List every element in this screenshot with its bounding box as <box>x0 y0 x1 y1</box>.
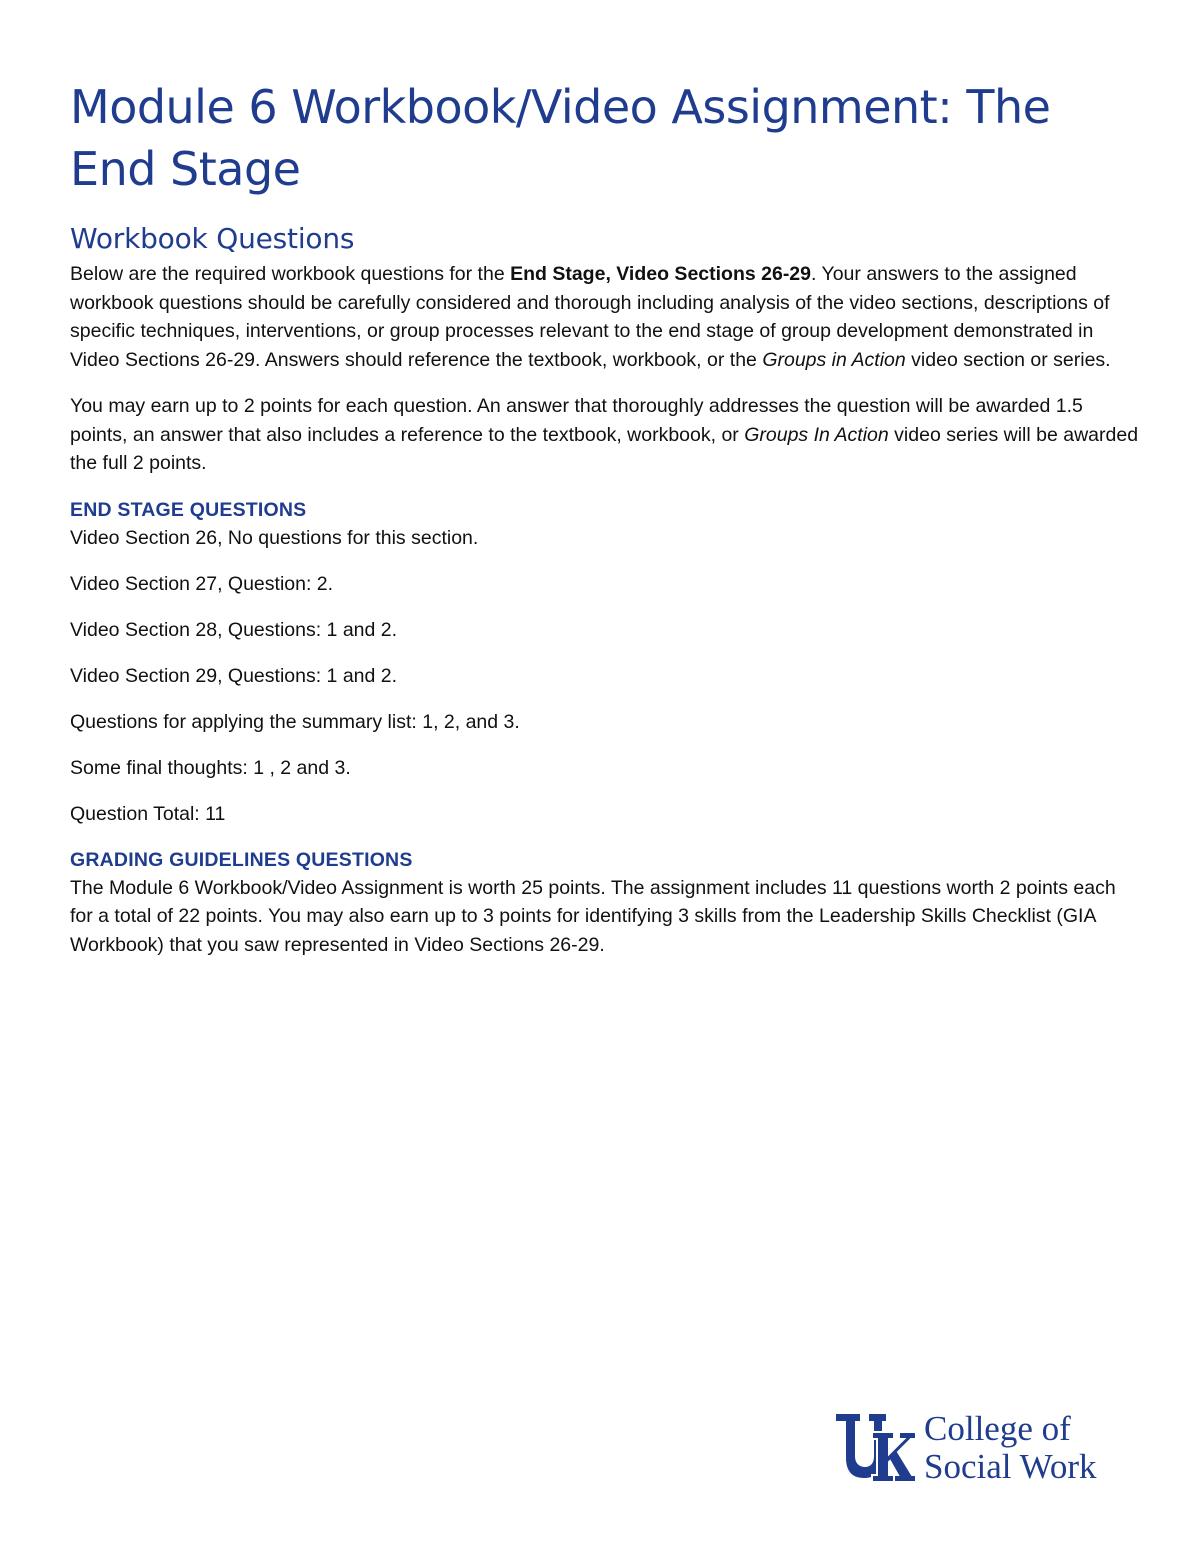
points-paragraph: You may earn up to 2 points for each question. An answer that thoroughly addresses the question will be awarded 1.5 points, an answer that also includes a reference to the textbook, workbook, or Groups In Action video series will be awarded the full 2 points. <box>70 395 1139 474</box>
document-page <box>70 76 1140 977</box>
intro-italic-text: Groups in Action <box>762 348 906 371</box>
end-stage-item: Questions for applying the summary list: 1, 2, and 3. <box>70 710 520 733</box>
end-stage-item: Some final thoughts: 1 , 2 and 3. <box>70 756 351 779</box>
uk-logo-icon <box>834 1412 916 1484</box>
section-subtitle: Workbook Questions <box>70 222 355 255</box>
college-logo <box>834 1408 1097 1488</box>
logo-text <box>924 1410 1097 1486</box>
end-stage-item: Video Section 28, Questions: 1 and 2. <box>70 618 398 641</box>
grading-heading: GRADING GUIDELINES QUESTIONS <box>70 848 413 871</box>
intro-paragraph: Below are the required workbook questions for the End Stage, Video Sections 26-29. Your answers to the assigned workbook questions should be carefully considered and thorough including analysis of the video sections, descriptions of specific techniques, interventions, or group processes relevant to the end stage of group development demonstrated in Video Sections 26-29. Answers should reference the textbook, workbook, or the Groups in Action video section or series. <box>70 263 1111 371</box>
grading-paragraph: The Module 6 Workbook/Video Assignment is worth 25 points. The assignment includes 11 questions worth 2 points each for a total of 22 points. You may also earn up to 3 points for identifying 3 skills from the Leadership Skills Checklist (GIA Workbook) that you saw represented in Video Sections 26-29. <box>70 876 1116 956</box>
end-stage-heading: END STAGE QUESTIONS <box>70 498 307 521</box>
logo-line-2: Social Work <box>924 1447 1097 1486</box>
logo-line-1: College of <box>924 1409 1071 1448</box>
end-stage-item: Video Section 29, Questions: 1 and 2. <box>70 664 398 687</box>
end-stage-item: Question Total: 11 <box>70 802 226 825</box>
points-italic-text: Groups In Action <box>744 423 889 446</box>
end-stage-item: Video Section 26, No questions for this section. <box>70 526 479 549</box>
intro-bold-text: End Stage, Video Sections 26-29 <box>510 263 812 285</box>
end-stage-item: Video Section 27, Question: 2. <box>70 572 334 595</box>
document-title: Module 6 Workbook/Video Assignment: The End Stage <box>70 80 1051 196</box>
